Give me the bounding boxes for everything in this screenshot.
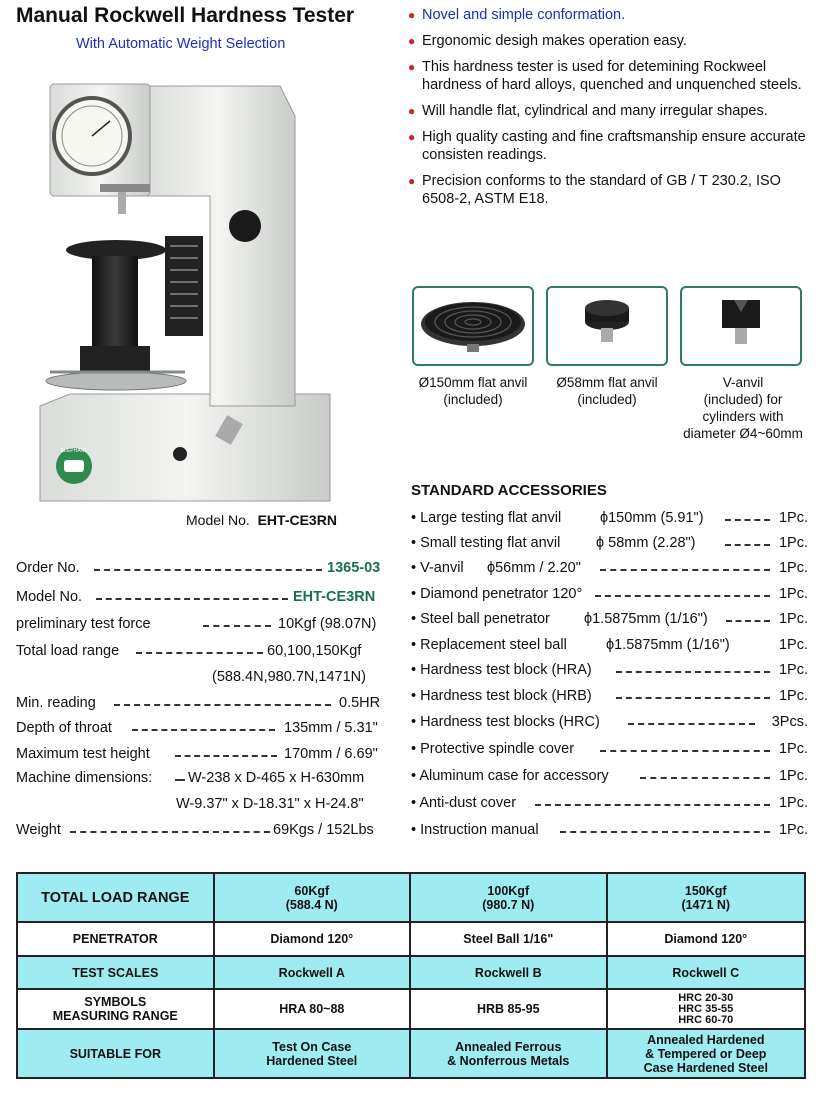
table-cell: Diamond 120° [607, 922, 805, 956]
list-item: • Hardness test block (HRB) [411, 688, 592, 704]
accessory-size: ϕ150mm (5.91") [600, 510, 704, 526]
accessory-qty: 1Pc. [778, 510, 808, 526]
accessory-qty: 1Pc. [778, 741, 808, 757]
model-caption: Model No. EHT-CE3RN [186, 512, 337, 528]
list-item: • Protective spindle cover [411, 741, 575, 757]
load-range-table [16, 872, 806, 1079]
accessory-size: ϕ1.5875mm (1/16") [606, 637, 730, 653]
machine-image [30, 76, 340, 506]
list-item: • Steel ball penetrator [411, 611, 550, 627]
spec-label: Model No. [16, 589, 83, 605]
small-anvil-caption: Ø58mm flat anvil (included) [556, 375, 658, 407]
table-cell: 150Kgf (1471 N) [607, 873, 805, 922]
page-subtitle: With Automatic Weight Selection [76, 36, 286, 52]
spec-value: 1365-03 [327, 560, 381, 576]
list-item: • Instruction manual [411, 822, 539, 838]
spec-value: EHT-CE3RN [293, 589, 376, 605]
table-row [17, 1029, 805, 1078]
table-row [17, 873, 805, 922]
accessory-qty: 1Pc. [778, 535, 808, 551]
table-cell: SYMBOLS MEASURING RANGE [17, 989, 214, 1029]
table-cell: SUITABLE FOR [17, 1029, 214, 1078]
list-item: • Aluminum case for accessory [411, 768, 609, 784]
small-anvil-image [546, 286, 668, 366]
list-item: • Small testing flat anvil [411, 535, 561, 551]
table-cell: PENETRATOR [17, 922, 214, 956]
table-cell: 60Kgf (588.4 N) [214, 873, 410, 922]
list-item: • Hardness test block (HRA) [411, 662, 592, 678]
bullet-icon: ● [408, 130, 416, 144]
table-cell: HRA 80~88 [214, 989, 410, 1029]
spec-label: Order No. [16, 560, 80, 576]
table-row [17, 956, 805, 989]
accessory-size: ϕ56mm / 2.20" [487, 560, 581, 576]
bullet-icon: ● [408, 34, 416, 48]
spec-label: Machine dimensions: [16, 770, 153, 786]
table-cell: HRB 85-95 [410, 989, 607, 1029]
standard-accessories-heading: STANDARD ACCESSORIES [411, 482, 607, 499]
page-title: Manual Rockwell Hardness Tester [16, 4, 355, 27]
spec-value: (588.4N,980.7N,1471N) [212, 669, 366, 685]
accessory-qty: 1Pc. [778, 560, 808, 576]
accessory-size: ϕ1.5875mm (1/16") [584, 611, 708, 627]
brand-text: ELEPHANT [60, 448, 88, 454]
large-anvil-caption: Ø150mm flat anvil (included) [418, 375, 528, 407]
list-item: • Large testing flat anvil [411, 510, 562, 526]
accessory-size: ϕ 58mm (2.28") [596, 535, 696, 551]
large-anvil-image [412, 286, 534, 366]
table-cell: Annealed Hardened & Tempered or Deep Case Hardened Steel [607, 1029, 805, 1078]
spec-label: Min. reading [16, 695, 96, 711]
table-cell: Steel Ball 1/16" [410, 922, 607, 956]
list-item: • Diamond penetrator 120° [411, 586, 583, 602]
accessory-qty: 1Pc. [778, 795, 808, 811]
knob-icon [229, 210, 261, 242]
table-cell: 100Kgf (980.7 N) [410, 873, 607, 922]
list-item: • Hardness test blocks (HRC) [411, 714, 600, 730]
accessory-qty: 3Pcs. [771, 714, 808, 730]
feature-item: ● This hardness tester is used for detemining Rockweel hardness of hard alloys, quenched and unquenched steels. [408, 59, 802, 93]
v-anvil-caption: V-anvil (included) for cylinders with diameter Ø4~60mm [683, 375, 803, 441]
spec-value: W-238 x D-465 x H-630mm [188, 770, 365, 786]
spec-value: 135mm / 5.31" [284, 720, 378, 736]
bullet-icon: ● [408, 174, 416, 188]
table-cell: Annealed Ferrous & Nonferrous Metals [410, 1029, 607, 1078]
table-cell: HRC 20-30 HRC 35-55 HRC 60-70 [607, 989, 805, 1029]
table-cell: TEST SCALES [17, 956, 214, 989]
spec-value: W-9.37" x D-18.31" x H-24.8" [176, 796, 364, 812]
feature-item: ● Will handle flat, cylindrical and many irregular shapes. [408, 103, 768, 119]
feature-item: ● Precision conforms to the standard of GB / T 230.2, ISO 6508-2, ASTM E18. [408, 173, 781, 207]
table-row [17, 989, 805, 1029]
table-cell: Test On Case Hardened Steel [214, 1029, 410, 1078]
spec-label: Maximum test height [16, 746, 150, 762]
spec-value: 170mm / 6.69" [284, 746, 378, 762]
spec-label: preliminary test force [16, 616, 151, 632]
feature-item: ● Novel and simple conformation. [408, 7, 626, 23]
accessory-qty: 1Pc. [778, 637, 808, 653]
spec-value: 10Kgf (98.07N) [278, 616, 377, 632]
list-item: • V-anvil [411, 560, 464, 576]
feature-item: ● High quality casting and fine craftsmanship ensure accurate consisten readings. [408, 129, 806, 163]
feature-item: ● Ergonomic desigh makes operation easy. [408, 33, 687, 49]
table-cell: Rockwell A [214, 956, 410, 989]
spec-value: 69Kgs / 152Lbs [273, 822, 374, 838]
spec-label: Weight [16, 822, 61, 838]
accessory-qty: 1Pc. [778, 688, 808, 704]
list-item: • Anti-dust cover [411, 795, 517, 811]
bullet-icon: ● [408, 104, 416, 118]
table-cell: TOTAL LOAD RANGE [17, 873, 214, 922]
table-row [17, 922, 805, 956]
accessory-qty: 1Pc. [778, 586, 808, 602]
bullet-icon: ● [408, 8, 416, 22]
spec-label: Total load range [16, 643, 120, 659]
spec-label: Depth of throat [16, 720, 112, 736]
accessory-qty: 1Pc. [778, 822, 808, 838]
bullet-icon: ● [408, 60, 416, 74]
table-cell: Rockwell C [607, 956, 805, 989]
feature-list [408, 6, 818, 216]
list-item: • Replacement steel ball [411, 637, 567, 653]
accessory-qty: 1Pc. [778, 768, 808, 784]
accessory-qty: 1Pc. [778, 662, 808, 678]
v-anvil-image [680, 286, 802, 366]
spec-value: 0.5HR [339, 695, 381, 711]
table-cell: Diamond 120° [214, 922, 410, 956]
table-cell: Rockwell B [410, 956, 607, 989]
spec-value: 60,100,150Kgf [267, 643, 362, 659]
accessory-qty: 1Pc. [778, 611, 808, 627]
